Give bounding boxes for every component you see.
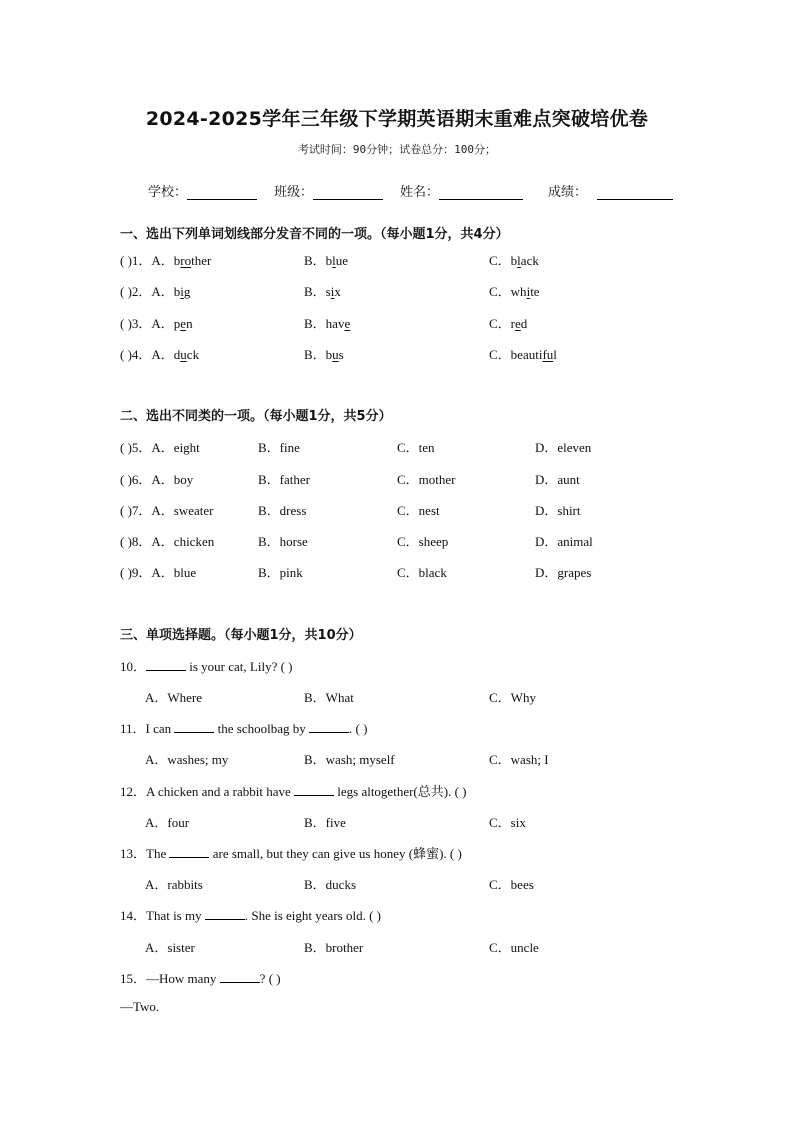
- option-c: C．black: [489, 253, 539, 268]
- option-a: A．washes; my: [145, 752, 229, 767]
- question-stem: 11．I can the schoolbag by . ( ): [120, 721, 368, 736]
- options-row: [145, 749, 745, 767]
- page-title: 2024-2025学年三年级下学期英语期末重难点突破培优卷: [145, 108, 649, 130]
- option-d: D．animal: [535, 534, 593, 549]
- option-b: B．horse: [258, 534, 308, 549]
- section-2-heading: 二、选出不同类的一项。（每小题1分，共5分）: [120, 409, 392, 424]
- section-1-heading: 一、选出下列单词划线部分发音不同的一项。（每小题1分，共4分）: [120, 227, 509, 242]
- score-label: 成绩：: [548, 185, 588, 200]
- question-row: [120, 500, 720, 518]
- option-b: B．six: [304, 284, 341, 299]
- name-label: 姓名：: [400, 185, 440, 200]
- question-number: ( )3．A．pen: [120, 316, 193, 331]
- option-a: A．sister: [145, 940, 195, 955]
- question-row: [120, 313, 720, 331]
- option-a: A．rabbits: [145, 877, 203, 892]
- question-number: ( )2．A．big: [120, 284, 191, 299]
- question-stem: 10． is your cat, Lily? ( ): [120, 659, 293, 674]
- option-b: B．father: [258, 472, 310, 487]
- question-row: [120, 437, 720, 455]
- answer-blank[interactable]: [309, 720, 349, 733]
- option-a: ( )5．A．eight: [120, 440, 200, 455]
- answer-line: —Two.: [120, 999, 160, 1014]
- option-b: B．wash; myself: [304, 752, 395, 767]
- options-row: [145, 687, 745, 705]
- option-c: C．bees: [489, 877, 534, 892]
- option-a: ( )7．A．sweater: [120, 503, 214, 518]
- question-row: [120, 469, 720, 487]
- answer-blank[interactable]: [205, 907, 245, 920]
- option-c: C．wash; I: [489, 752, 549, 767]
- school-blank[interactable]: [187, 185, 257, 200]
- option-d: D．grapes: [535, 565, 592, 580]
- option-b: B．blue: [304, 253, 349, 268]
- question-row: [120, 250, 720, 268]
- option-c: C．white: [489, 284, 540, 299]
- class-field: [274, 181, 383, 200]
- option-b: B．ducks: [304, 877, 357, 892]
- answer-blank[interactable]: [174, 720, 214, 733]
- option-a: A．Where: [145, 690, 203, 705]
- option-a: ( )8．A．chicken: [120, 534, 215, 549]
- answer-blank[interactable]: [169, 845, 209, 858]
- option-b: B．brother: [304, 940, 364, 955]
- question-stem: 12．A chicken and a rabbit have legs altogether(总共). ( ): [120, 784, 467, 799]
- question-row: [120, 562, 720, 580]
- option-c: C．Why: [489, 690, 536, 705]
- options-row: [145, 937, 745, 955]
- class-label: 班级：: [274, 185, 314, 200]
- option-b: B．fine: [258, 440, 300, 455]
- score-field: [548, 181, 673, 200]
- answer-blank[interactable]: [146, 658, 186, 671]
- option-c: C．red: [489, 316, 528, 331]
- question-stem: 14．That is my . She is eight years old. ( ): [120, 908, 381, 923]
- question-stem: 13．The are small, but they can give us honey (蜂蜜). ( ): [120, 846, 462, 861]
- exam-duration-subtitle: 考试时间：90分钟；试卷总分：100分；: [297, 143, 497, 156]
- option-a: A．four: [145, 815, 190, 830]
- option-c: C．six: [489, 815, 526, 830]
- option-b: B．have: [304, 316, 351, 331]
- question-row: [120, 344, 720, 362]
- answer-blank[interactable]: [220, 970, 260, 983]
- option-c: C．ten: [397, 440, 435, 455]
- question-number: ( )1．A．brother: [120, 253, 212, 268]
- option-b: B．What: [304, 690, 354, 705]
- answer-blank[interactable]: [294, 783, 334, 796]
- option-d: D．eleven: [535, 440, 592, 455]
- school-field: [148, 181, 257, 200]
- option-c: C．uncle: [489, 940, 539, 955]
- option-c: C．black: [397, 565, 447, 580]
- option-b: B．pink: [258, 565, 303, 580]
- option-d: D．shirt: [535, 503, 581, 518]
- question-stem: 15．—How many ? ( ): [120, 971, 281, 986]
- options-row: [145, 812, 745, 830]
- option-b: B．bus: [304, 347, 344, 362]
- option-a: ( )9．A．blue: [120, 565, 197, 580]
- name-blank[interactable]: [439, 185, 523, 200]
- option-d: D．aunt: [535, 472, 580, 487]
- school-label: 学校：: [148, 185, 188, 200]
- question-row: [120, 531, 720, 549]
- option-c: C．sheep: [397, 534, 449, 549]
- score-blank[interactable]: [597, 185, 673, 200]
- options-row: [145, 874, 745, 892]
- section-3-heading: 三、单项选择题。（每小题1分，共10分）: [120, 628, 362, 643]
- option-b: B．five: [304, 815, 346, 830]
- option-b: B．dress: [258, 503, 307, 518]
- option-c: C．mother: [397, 472, 456, 487]
- name-field: [400, 181, 523, 200]
- option-a: ( )6．A．boy: [120, 472, 194, 487]
- option-c: C．nest: [397, 503, 440, 518]
- option-c: C．beautiful: [489, 347, 557, 362]
- question-row: [120, 281, 720, 299]
- class-blank[interactable]: [313, 185, 383, 200]
- question-number: ( )4．A．duck: [120, 347, 200, 362]
